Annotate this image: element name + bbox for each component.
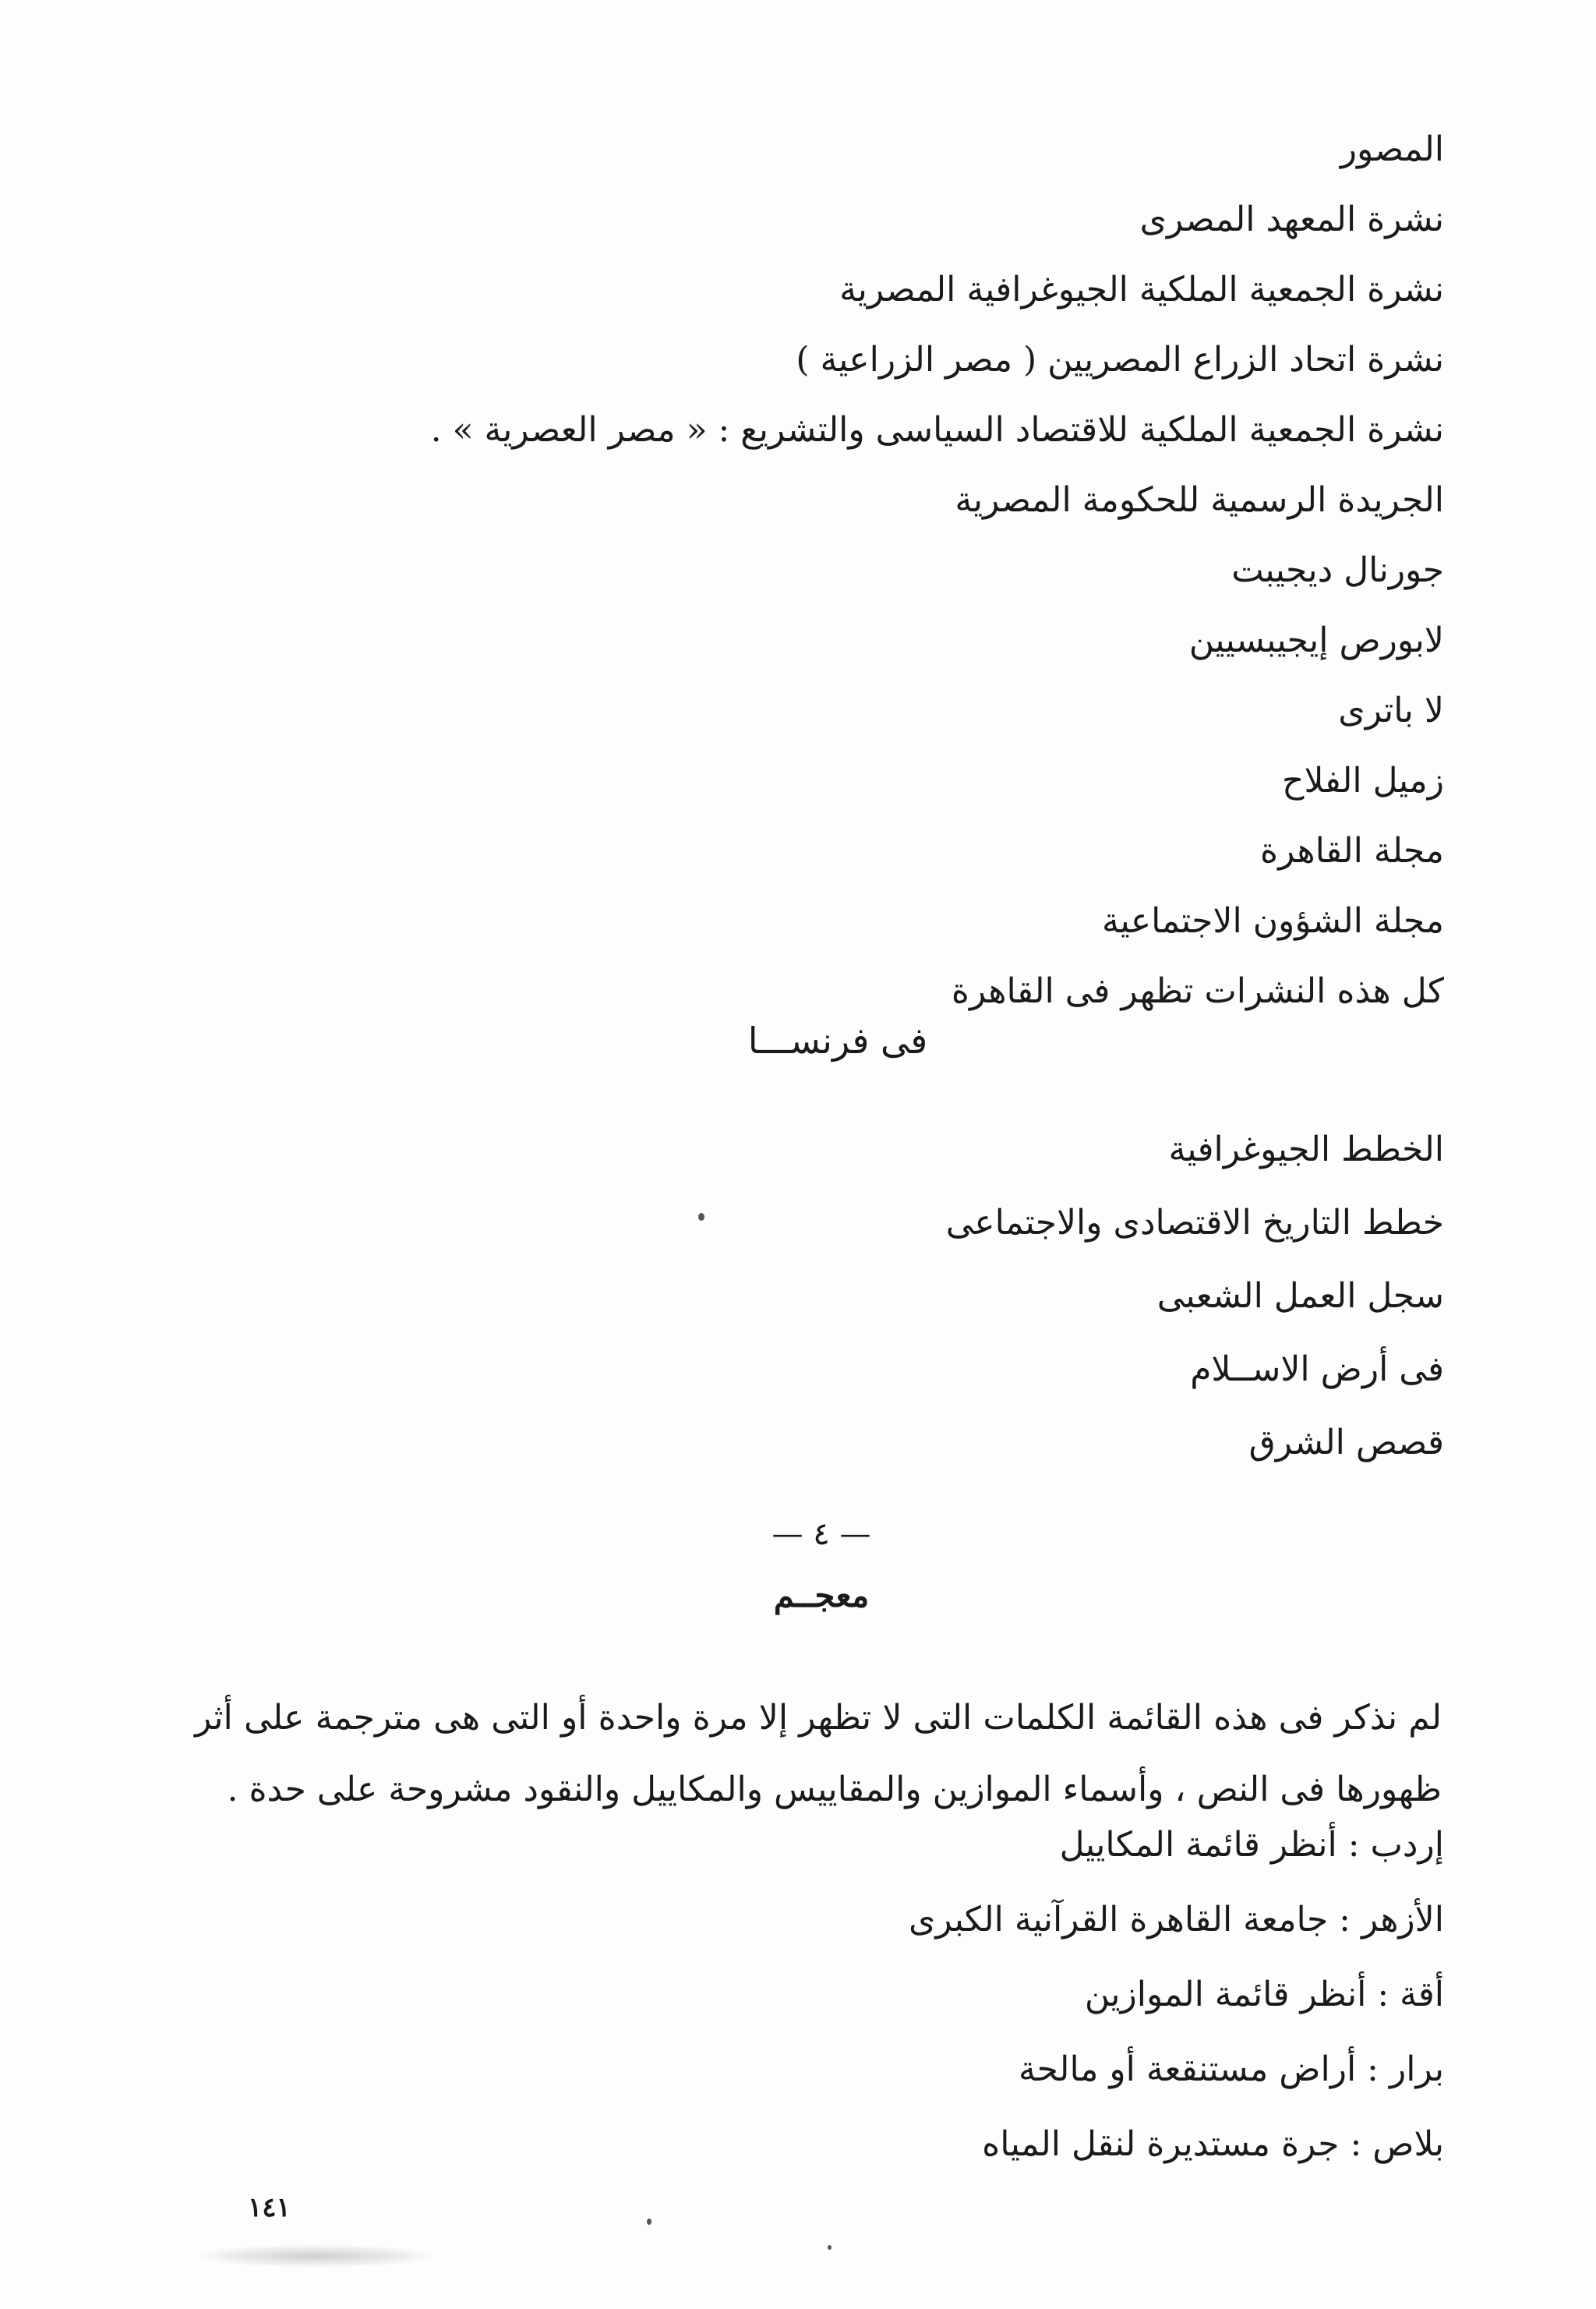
page-number: ١٤١ (248, 2192, 291, 2223)
publication-item: لابورص إيجيبسيين (1188, 621, 1444, 660)
scan-smudge (199, 2245, 433, 2267)
publication-item: الجريدة الرسمية للحكومة المصرية (955, 480, 1444, 520)
publication-item: المصور (1340, 129, 1444, 169)
glossary-entry: أقة : أنظر قائمة الموازين (1084, 1975, 1444, 2014)
glossary-entry: إردب : أنظر قائمة المكاييل (1059, 1825, 1444, 1865)
publication-item: سجل العمل الشعبى (1156, 1276, 1444, 1316)
glossary-entry: الأزهر : جامعة القاهرة القرآنية الكبرى (908, 1900, 1444, 1939)
publication-item: خطط التاريخ الاقتصادى والاجتماعى (945, 1203, 1444, 1243)
egypt-publications-list (275, 129, 1444, 1045)
glossary-intro-paragraph: لم نذكر فى هذه القائمة الكلمات التى لا تظهر إلا مرة واحدة أو التى هى مترجمة على أثر ظهورها فى النص ، وأسماء الموازين والمقاييس والمكاييل والنقود مشروحة على حدة . (195, 1698, 1442, 1809)
section-title: معجــم (773, 1576, 870, 1614)
publications-note: كل هذه النشرات تظهر فى القاهرة (951, 971, 1444, 1011)
scan-speck (647, 2219, 651, 2225)
france-publications-list (275, 1130, 1444, 1499)
scan-speck (698, 1213, 704, 1221)
publication-item: نشرة اتحاد الزراع المصريين ( مصر الزراعية ) (796, 340, 1444, 380)
publication-item: الخطط الجيوغرافية (1168, 1130, 1444, 1169)
glossary-entry: برار : أراض مستنقعة أو مالحة (1019, 2049, 1444, 2089)
section-number: — ٤ — (772, 1516, 871, 1552)
glossary-list (353, 1825, 1444, 2202)
publication-item: زميل الفلاح (1282, 761, 1444, 801)
publication-item: لا باترى (1338, 691, 1444, 730)
publication-item: مجلة القاهرة (1260, 831, 1444, 871)
glossary-entry: بلاص : جرة مستديرة لنقل المياه (982, 2124, 1444, 2164)
publication-item: فى أرض الاســلام (1190, 1349, 1444, 1389)
france-section-heading: فى فرنســـا (747, 1020, 928, 1062)
publication-item: قصص الشرق (1248, 1423, 1444, 1462)
publication-item: نشرة المعهد المصرى (1139, 200, 1444, 239)
publication-item: جورنال ديجيبت (1231, 550, 1444, 590)
publication-item: مجلة الشؤون الاجتماعية (1101, 901, 1444, 941)
publication-item: نشرة الجمعية الملكية للاقتصاد السياسى والتشريع : « مصر العصرية » . (430, 410, 1444, 450)
scan-speck (828, 2245, 832, 2250)
publication-item: نشرة الجمعية الملكية الجيوغرافية المصرية (839, 270, 1444, 309)
